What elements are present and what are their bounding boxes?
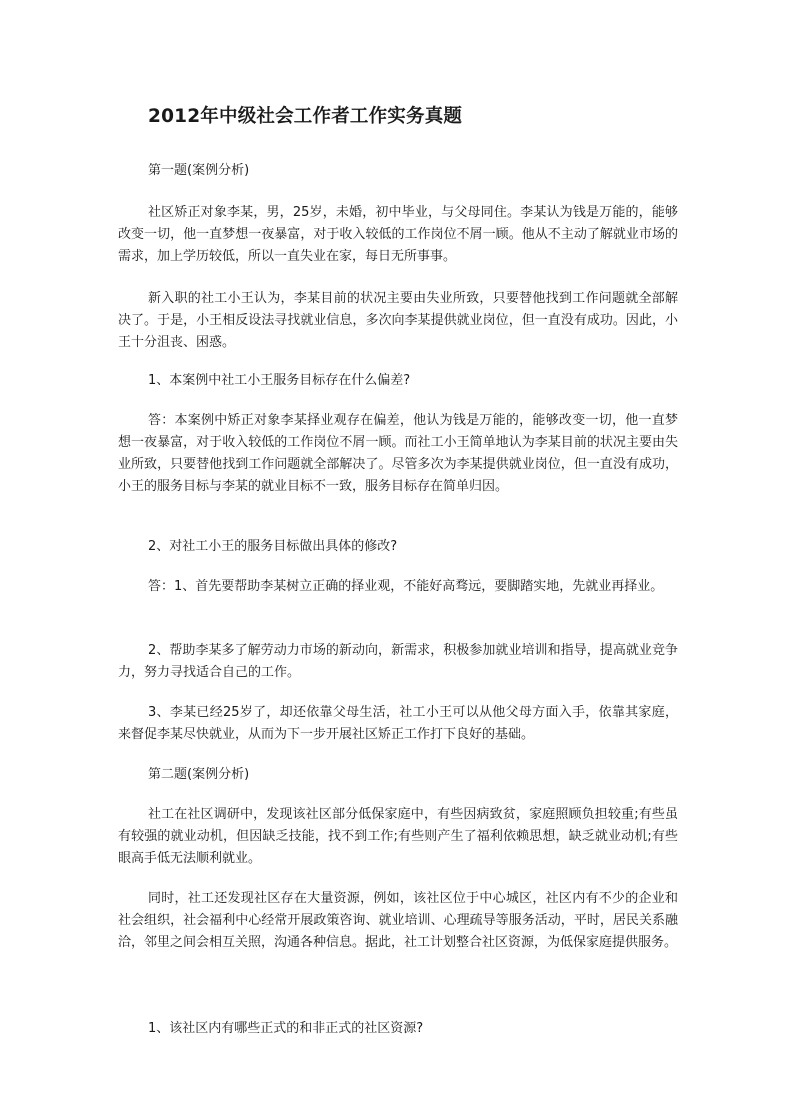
answer-1: 答：本案例中矫正对象李某择业观存在偏差，他认为钱是万能的，能够改变一切，他一直梦想一夜暴富，对于收入较低的工作岗位不屑一顾。而社工小王简单地认为李某目前的状况主要由失业所致，只要替他找到工作问题就全部解决了。尽管多次为李某提供就业岗位，但一直没有成功，小王的服务目标与李某的就业目标不一致，服务目标存在简单归因。 (118, 413, 678, 494)
case-paragraph-2: 新入职的社工小王认为，李某目前的状况主要由失业所致，只要替他找到工作问题就全部解决了。于是，小王相反设法寻找就业信息，多次向李某提供就业岗位，但一直没有成功。因此，小王十分沮丧、困惑。 (118, 291, 678, 350)
case2-paragraph-2: 同时，社工还发现社区存在大量资源，例如，该社区位于中心城区，社区内有不少的企业和社会组织，社会福利中心经常开展政策咨询、就业培训、心理疏导等服务活动，平时，居民关系融洽，邻里之间会相互关照，沟通各种信息。据此，社工计划整合社区资源，为低保家庭提供服务。 (118, 891, 678, 950)
answer-2-item-1: 答：1、首先要帮助李某树立正确的择业观，不能好高骛远，要脚踏实地，先就业再择业。 (148, 579, 664, 594)
answer-2-item-3: 3、李某已经25岁了，却还依靠父母生活，社工小王可以从他父母方面入手，依靠其家庭，来督促李某尽快就业，从而为下一步开展社区矫正工作打下良好的基础。 (118, 705, 678, 742)
document-title: 2012年中级社会工作者工作实务真题 (148, 106, 463, 127)
case-paragraph-1: 社区矫正对象李某，男，25岁，未婚，初中毕业，与父母同住。李某认为钱是万能的，能够改变一切，他一直梦想一夜暴富，对于收入较低的工作岗位不屑一顾。他从不主动了解就业市场的需求，加上学历较低，所以一直失业在家，每日无所事事。 (118, 205, 678, 264)
question-3: 1、该社区内有哪些正式的和非正式的社区资源? (148, 1021, 424, 1036)
section-heading-2: 第二题(案例分析) (148, 767, 250, 782)
answer-2-item-2: 2、帮助李某多了解劳动力市场的新动向，新需求，积极参加就业培训和指导，提高就业竞争力，努力寻找适合自己的工作。 (118, 643, 678, 680)
question-1: 1、本案例中社工小王服务目标存在什么偏差? (148, 373, 411, 388)
question-2: 2、对社工小王的服务目标做出具体的修改? (148, 539, 398, 554)
case2-paragraph-1: 社工在社区调研中，发现该社区部分低保家庭中，有些因病致贫，家庭照顾负担较重;有些虽有较强的就业动机，但因缺乏技能，找不到工作;有些则产生了福利依赖思想，缺乏就业动机;有些眼高手低无法顺利就业。 (118, 807, 678, 866)
section-heading-1: 第一题(案例分析) (148, 163, 250, 178)
